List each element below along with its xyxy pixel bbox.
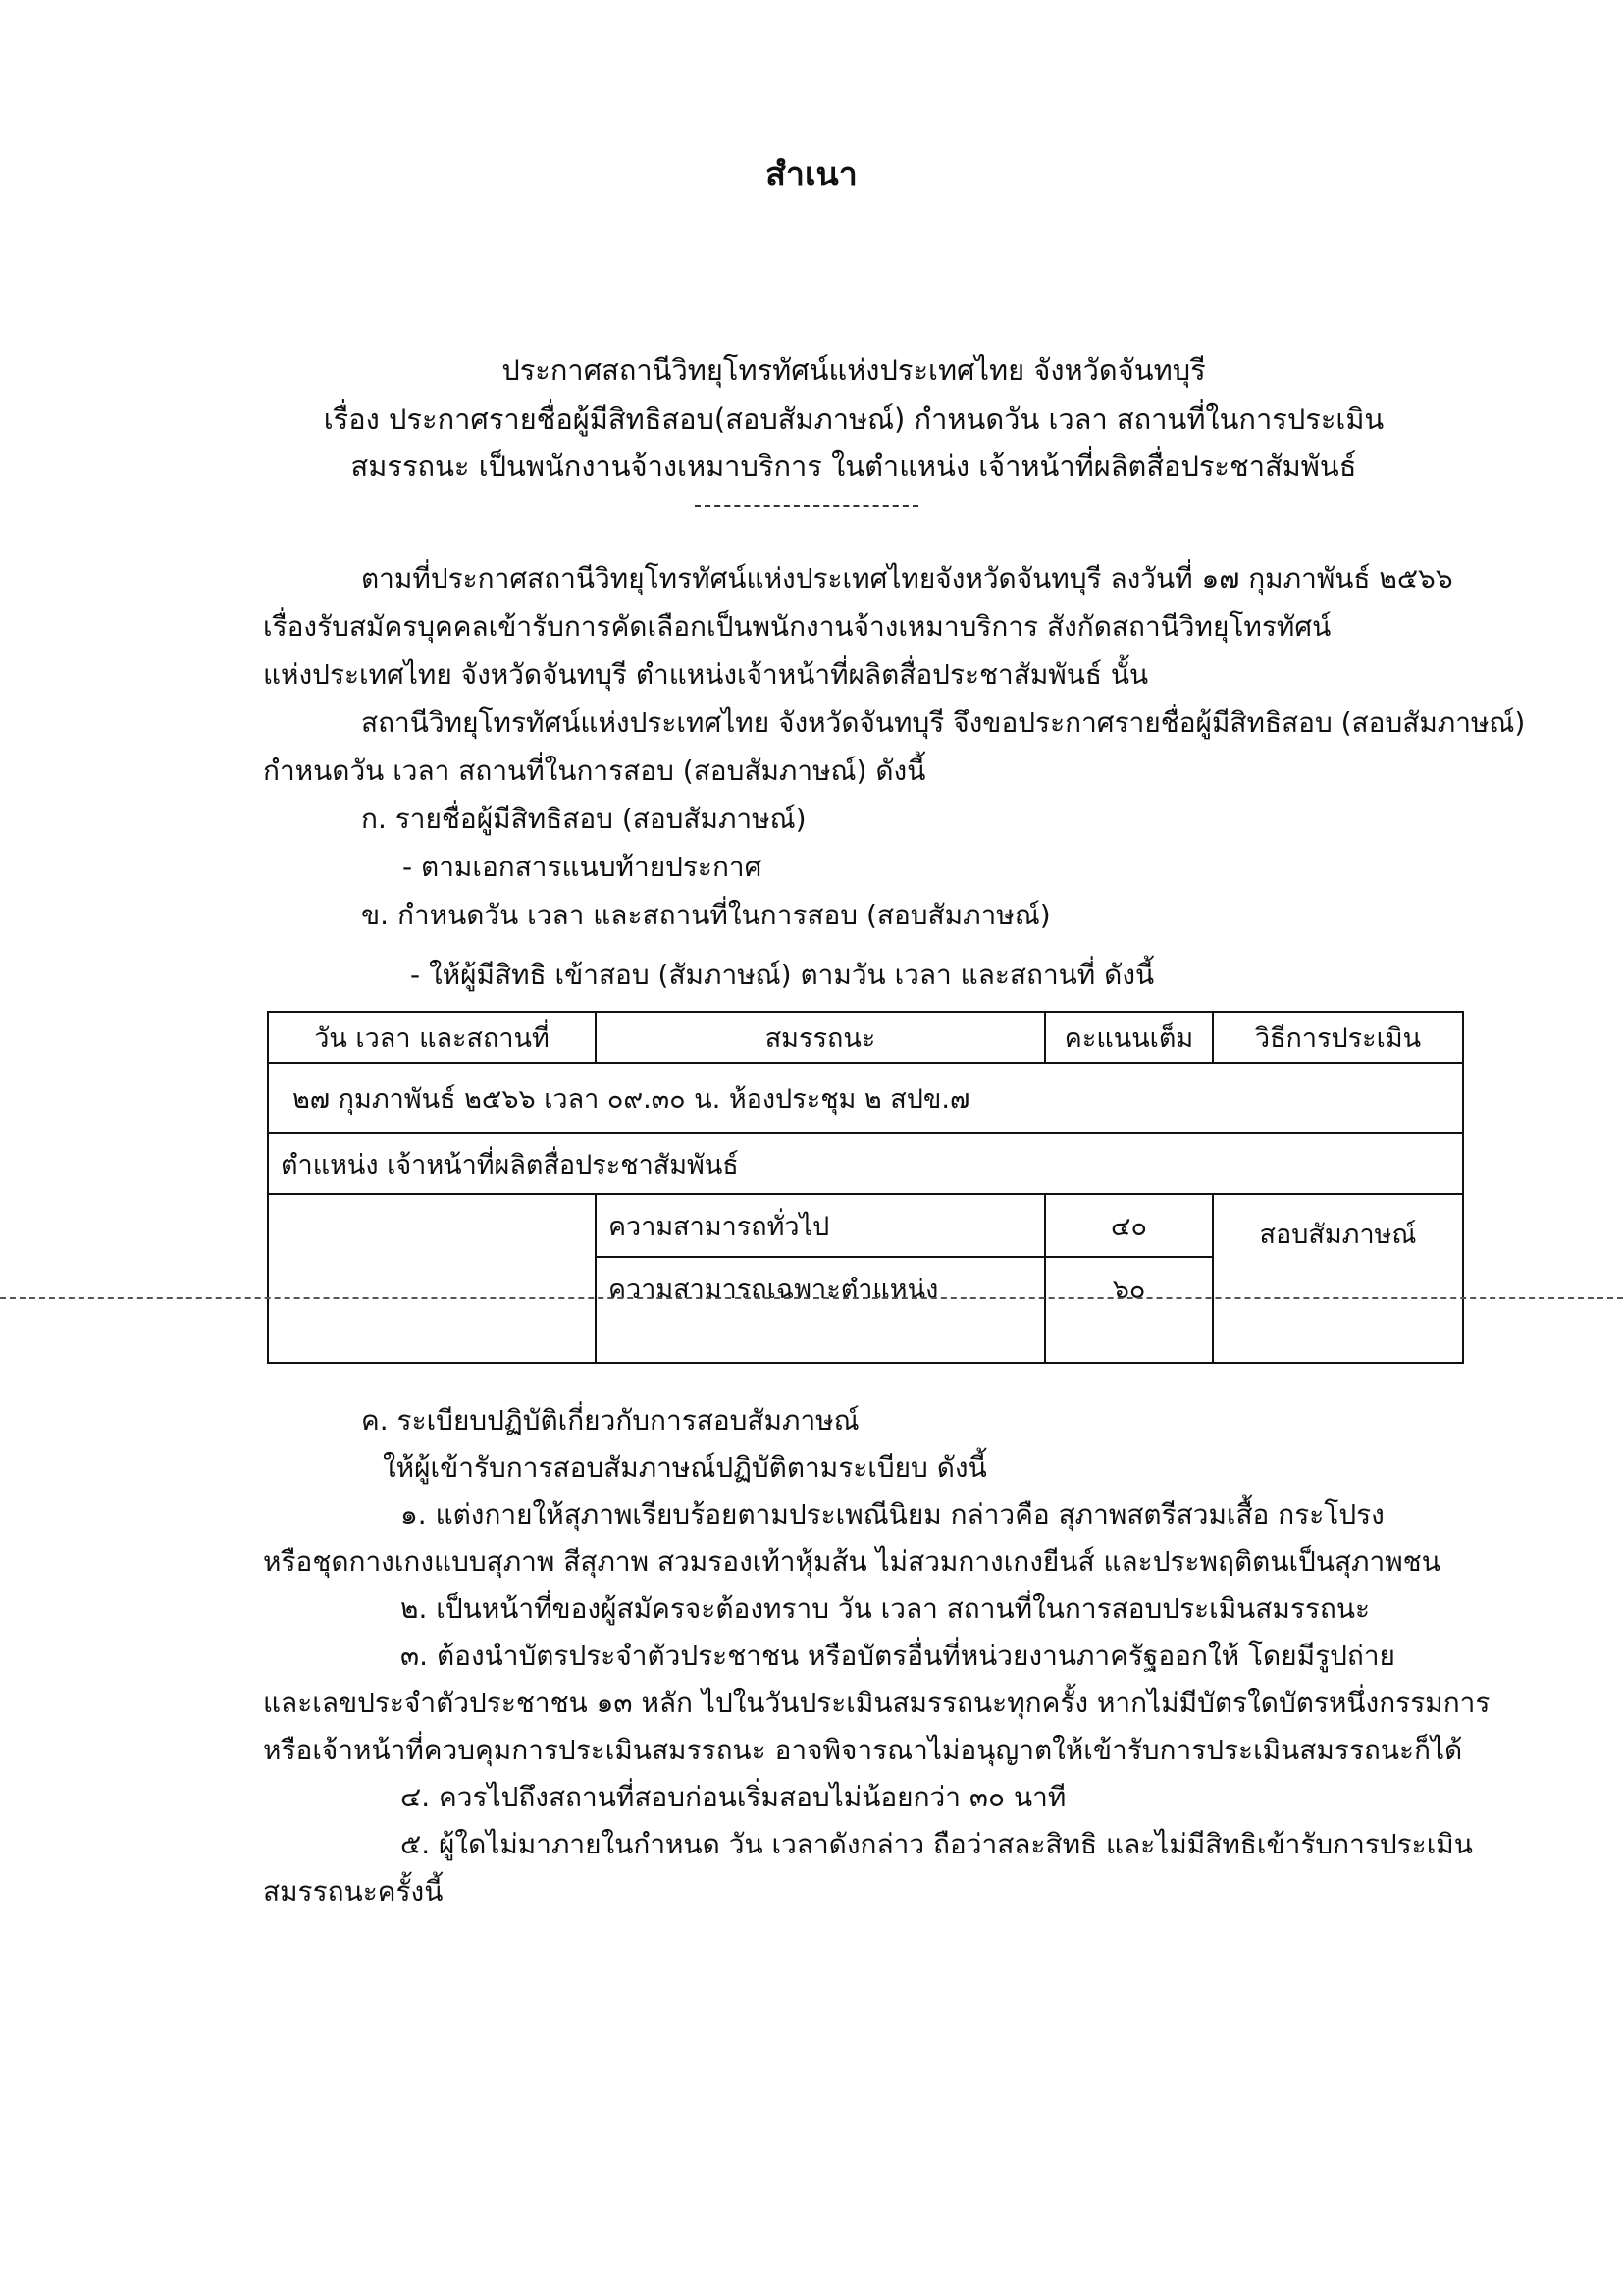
exam-date-cell: ๒๗ กุมภาพันธ์ ๒๕๖๖ เวลา ๐๙.๓๐ น. ห้องประชุม ๒ สปข.๗	[268, 1063, 1463, 1133]
header-full-score: คะแนนเต็ม	[1045, 1012, 1213, 1063]
section-b-item: - ให้ผู้มีสิทธิ เข้าสอบ (สัมภาษณ์) ตามวัน เวลา และสถานที่ ดังนี้	[410, 959, 1155, 991]
copy-mark: สำเนา	[765, 155, 858, 194]
announcement-heading-line2: เรื่อง ประกาศรายชื่อผู้มีสิทธิสอบ(สอบสัมภาษณ์) กำหนดวัน เวลา สถานที่ในการประเมิน	[323, 402, 1385, 436]
intro-p2-line2: กำหนดวัน เวลา สถานที่ในการสอบ (สอบสัมภาษณ์) ดังนี้	[263, 755, 926, 787]
table-row	[268, 1063, 1463, 1133]
rule-3-line1: ๓. ต้องนำบัตรประจำตัวประชาชน หรือบัตรอื่นที่หน่วยงานภาครัฐออกให้ โดยมีรูปถ่าย	[400, 1640, 1395, 1672]
intro-p1-line2: เรื่องรับสมัครบุคคลเข้ารับการคัดเลือกเป็นพนักงานจ้างเหมาบริการ สังกัดสถานีวิทยุโทรทัศน์	[263, 610, 1332, 643]
table-header-row	[268, 1012, 1463, 1063]
rule-5-line2: สมรรถนะครั้งนี้	[263, 1875, 444, 1907]
section-a-title: ก. รายชื่อผู้มีสิทธิสอบ (สอบสัมภาษณ์)	[361, 803, 807, 835]
header-date-place: วัน เวลา และสถานที่	[268, 1012, 596, 1063]
announcement-heading-line3: สมรรถนะ เป็นพนักงานจ้างเหมาบริการ ในตำแหน่ง เจ้าหน้าที่ผลิตสื่อประชาสัมพันธ์	[350, 449, 1357, 483]
heading-divider	[695, 505, 918, 507]
header-competency: สมรรถนะ	[596, 1012, 1045, 1063]
empty-cell	[268, 1194, 596, 1363]
header-method: วิธีการประเมิน	[1213, 1012, 1463, 1063]
method-cell: สอบสัมภาษณ์	[1213, 1194, 1463, 1363]
rule-3-line3: หรือเจ้าหน้าที่ควบคุมการประเมินสมรรถนะ อาจพิจารณาไม่อนุญาตให้เข้ารับการประเมินสมรรถนะก็ได้	[263, 1734, 1463, 1766]
section-c-intro: ให้ผู้เข้ารับการสอบสัมภาษณ์ปฏิบัติตามระเบียบ ดังนี้	[383, 1451, 987, 1484]
position-cell: ตำแหน่ง เจ้าหน้าที่ผลิตสื่อประชาสัมพันธ์	[268, 1133, 1463, 1194]
intro-p2-line1: สถานีวิทยุโทรทัศน์แห่งประเทศไทย จังหวัดจันทบุรี จึงขอประกาศรายชื่อผู้มีสิทธิสอบ (สอบสัมภาษณ์)	[361, 706, 1526, 739]
score-cell: ๔๐	[1045, 1194, 1213, 1257]
table-row	[268, 1133, 1463, 1194]
section-c-title: ค. ระเบียบปฏิบัติเกี่ยวกับการสอบสัมภาษณ์	[361, 1404, 860, 1436]
intro-p1-line1: ตามที่ประกาศสถานีวิทยุโทรทัศน์แห่งประเทศไทยจังหวัดจันทบุรี ลงวันที่ ๑๗ กุมภาพันธ์ ๒๕๖๖	[361, 562, 1453, 595]
exam-schedule-table	[267, 1011, 1464, 1364]
competency-cell: ความสามารถทั่วไป	[596, 1194, 1045, 1257]
competency-cell: ความสามารถเฉพาะตำแหน่ง	[596, 1257, 1045, 1363]
score-cell: ๖๐	[1045, 1257, 1213, 1363]
rule-4: ๔. ควรไปถึงสถานที่สอบก่อนเริ่มสอบไม่น้อยกว่า ๓๐ นาที	[400, 1781, 1067, 1813]
announcement-heading-line1: ประกาศสถานีวิทยุโทรทัศน์แห่งประเทศไทย จังหวัดจันทบุรี	[501, 353, 1206, 387]
intro-p1-line3: แห่งประเทศไทย จังหวัดจันทบุรี ตำแหน่งเจ้าหน้าที่ผลิตสื่อประชาสัมพันธ์ นั้น	[263, 658, 1149, 691]
section-a-item: - ตามเอกสารแนบท้ายประกาศ	[402, 851, 762, 883]
rule-1-line1: ๑. แต่งกายให้สุภาพเรียบร้อยตามประเพณีนิยม กล่าวคือ สุภาพสตรีสวมเสื้อ กระโปรง	[400, 1498, 1385, 1531]
table-row	[268, 1194, 1463, 1257]
rule-1-line2: หรือชุดกางเกงแบบสุภาพ สีสุภาพ สวมรองเท้าหุ้มส้น ไม่สวมกางเกงยีนส์ และประพฤติตนเป็นสุภาพชน	[263, 1545, 1440, 1578]
rule-2: ๒. เป็นหน้าที่ของผู้สมัครจะต้องทราบ วัน เวลา สถานที่ในการสอบประเมินสมรรถนะ	[400, 1592, 1371, 1625]
fold-dashed-line	[0, 1297, 1623, 1299]
section-b-title: ข. กำหนดวัน เวลา และสถานที่ในการสอบ (สอบสัมภาษณ์)	[361, 899, 1051, 931]
rule-5-line1: ๕. ผู้ใดไม่มาภายในกำหนด วัน เวลาดังกล่าว ถือว่าสละสิทธิ และไม่มีสิทธิเข้ารับการประเมิน	[400, 1828, 1473, 1860]
rule-3-line2: และเลขประจำตัวประชาชน ๑๓ หลัก ไปในวันประเมินสมรรถนะทุกครั้ง หากไม่มีบัตรใดบัตรหนึ่งกรรมการ	[263, 1687, 1491, 1719]
